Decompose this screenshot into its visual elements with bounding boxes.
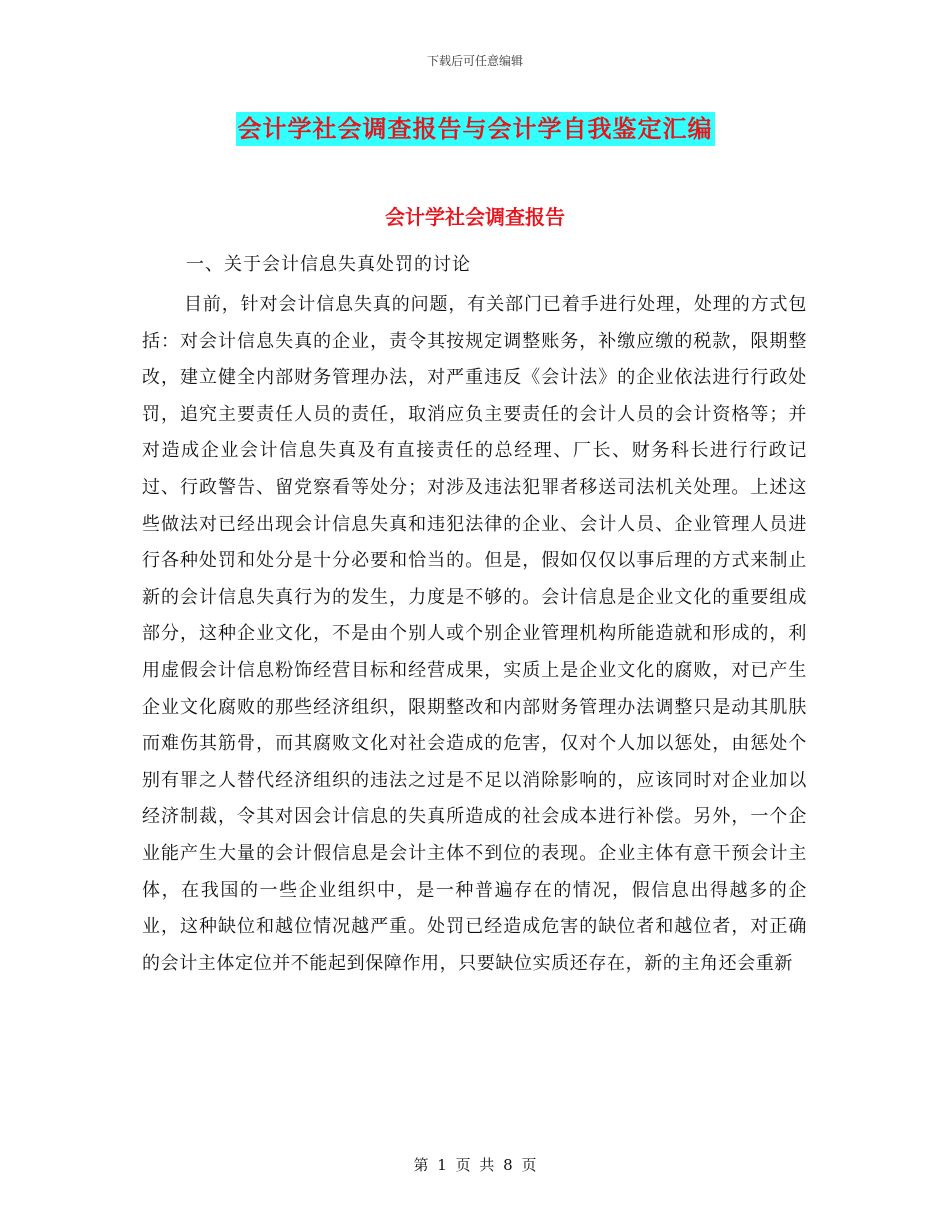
page-header-note: 下载后可任意编辑 [426,54,523,68]
body-paragraph: 目前，针对会计信息失真的问题，有关部门已着手进行处理，处理的方式包括：对会计信息失真的企业，责令其按规定调整账务，补缴应缴的税款，限期整改，建立健全内部财务管理办法，对严重违反《会计法》的企业依法进行行政处罚，追究主要责任人员的责任，取消应负主要责任的会计人员的会计资格等；并对造成企业会计信息失真及有直接责任的总经理、厂长、财务科长进行行政记过、行政警告、留党察看等处分；对涉及违法犯罪者移送司法机关处理。上述这些做法对已经出现会计信息失真和违犯法律的企业、会计人员、企业管理人员进行各种处罚和处分是十分必要和恰当的。但是，假如仅仅以事后理的方式来制止新的会计信息失真行为的发生，力度是不够的。会计信息是企业文化的重要组成部分，这种企业文化，不是由个别人或个别企业管理机构所能造就和形成的，利用虚假会计信息粉饰经营目标和经营成果，实质上是企业文化的腐败，对已产生企业文化腐败的那些经济组织，限期整改和内部财务管理办法调整只是动其肌肤而难伤其筋骨，而其腐败文化对社会造成的危害，仅对个人加以惩处，由惩处个别有罪之人替代经济组织的违法之过是不足以消除影响的，应该同时对企业加以经济制裁，令其对因会计信息的失真所造成的社会成本进行补偿。另外，一个企业能产生大量的会计假信息是会计主体不到位的表现。企业主体有意干预会计主体，在我国的一些企业组织中，是一种普遍存在的情况，假信息出得越多的企业，这种缺位和越位情况越严重。处罚已经造成危害的缺位者和越位者，对正确的会计主体定位并不能起到保障作用，只要缺位实质还存在，新的主角还会重新 [142,294,807,974]
section-heading: 一、关于会计信息失真处罚的讨论 [186,254,471,275]
document-title: 会计学社会调查报告与会计学自我鉴定汇编 [236,112,715,146]
section-title: 会计学社会调查报告 [385,205,565,229]
page-number: 第 1 页 共 8 页 [413,1156,537,1174]
title-container [0,112,950,146]
